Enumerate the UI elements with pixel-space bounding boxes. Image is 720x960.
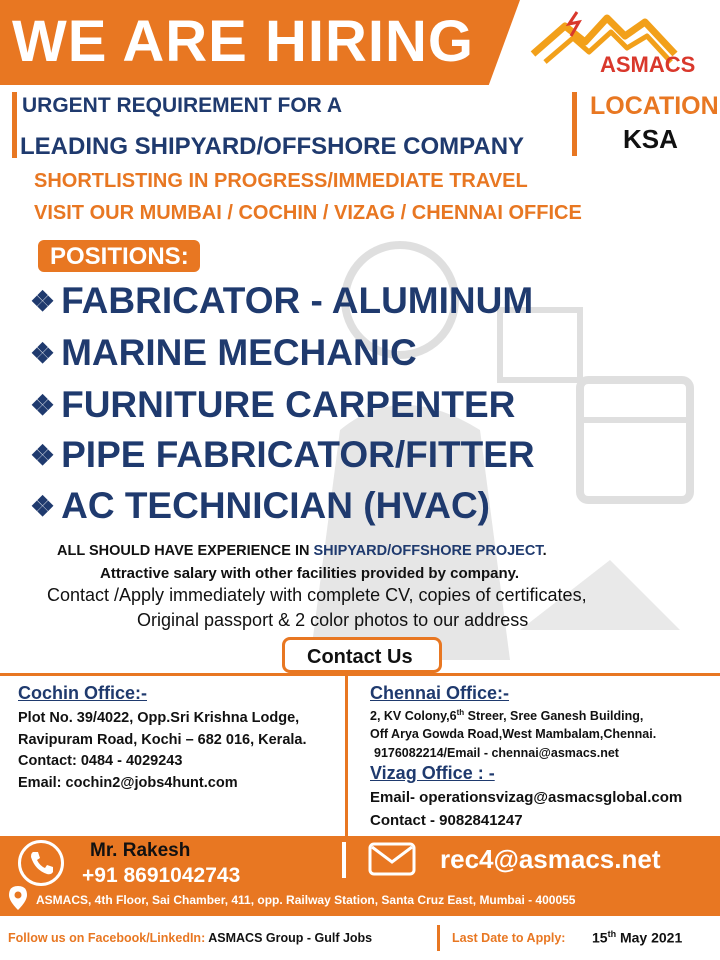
footer-email-link[interactable]: rec4@asmacs.net	[440, 844, 661, 874]
social-follow	[8, 931, 372, 945]
cochin-office-title: Cochin Office:-	[18, 683, 147, 703]
location-value: KSA	[623, 124, 678, 154]
ordinal-suffix: th	[456, 708, 465, 717]
experience-requirement	[57, 543, 547, 559]
diamond-bullet-icon: ❖	[30, 490, 56, 522]
position-label: MARINE MECHANIC	[61, 332, 417, 373]
date-rest: May 2021	[616, 929, 683, 946]
shortlisting-text: SHORTLISTING IN PROGRESS/IMMEDIATE TRAVEL	[34, 170, 528, 192]
contact-us-label: Contact Us	[307, 646, 413, 668]
chennai-office-title: Chennai Office:-	[370, 683, 510, 703]
footer-address: ASMACS, 4th Floor, Sai Chamber, 411, opp. Railway Station, Santa Cruz East, Mumbai - 400055	[36, 893, 576, 907]
accent-bar	[572, 92, 577, 156]
follow-value[interactable]: ASMACS Group - Gulf Jobs	[208, 931, 373, 945]
divider	[0, 673, 720, 676]
diamond-bullet-icon: ❖	[30, 439, 56, 471]
chennai-contact: 9176082214/Email - chennai@asmacs.net	[374, 746, 619, 760]
contact-person: Mr. Rakesh	[90, 840, 191, 861]
date-day: 15	[592, 929, 608, 946]
position-label: FABRICATOR - ALUMINUM	[61, 280, 534, 321]
vizag-contact: Contact - 9082841247	[370, 812, 523, 829]
diamond-bullet-icon: ❖	[30, 337, 56, 369]
position-label: FURNITURE CARPENTER	[61, 384, 516, 425]
phone-icon	[18, 840, 64, 886]
apply-instructions: Contact /Apply immediately with complete CV, copies of certificates,	[47, 585, 587, 605]
position-label: AC TECHNICIAN (HVAC)	[61, 485, 491, 526]
experience-period: .	[542, 543, 547, 559]
position-item	[30, 280, 533, 322]
position-item	[30, 332, 417, 374]
position-label: PIPE FABRICATOR/FITTER	[61, 434, 535, 475]
chennai-address-1	[370, 708, 643, 723]
visit-offices-text: VISIT OUR MUMBAI / COCHIN / VIZAG / CHENNAI OFFICE	[34, 202, 582, 224]
apply-instructions-2: Original passport & 2 color photos to our address	[137, 610, 529, 630]
location-pin-icon	[8, 885, 28, 911]
cochin-address-2: Ravipuram Road, Kochi – 682 016, Kerala.	[18, 732, 307, 748]
last-date-label: Last Date to Apply:	[452, 931, 566, 945]
location-label: LOCATION	[590, 92, 719, 120]
position-item	[30, 384, 515, 426]
vizag-email: Email- operationsvizag@asmacsglobal.com	[370, 789, 683, 806]
chennai-address-text: 2, KV Colony,6	[370, 709, 457, 724]
position-item	[30, 485, 490, 527]
experience-highlight: SHIPYARD/OFFSHORE PROJECT	[313, 543, 543, 559]
accent-bar	[12, 92, 17, 158]
chennai-address-2: Off Arya Gowda Road,West Mambalam,Chennai.	[370, 727, 657, 741]
chennai-address-text: Streer, Sree Ganesh Building,	[464, 709, 644, 724]
cochin-email: Email: cochin2@jobs4hunt.com	[18, 775, 238, 791]
ordinal-suffix: th	[607, 929, 617, 939]
positions-heading: POSITIONS:	[50, 243, 189, 270]
accent-bar	[437, 925, 440, 951]
requirement-line-1: URGENT REQUIREMENT FOR A	[22, 94, 343, 117]
experience-text: ALL SHOULD HAVE EXPERIENCE IN	[57, 543, 314, 559]
diamond-bullet-icon: ❖	[30, 285, 56, 317]
salary-text: Attractive salary with other facilities provided by company.	[100, 565, 520, 582]
cochin-contact: Contact: 0484 - 4029243	[18, 753, 183, 769]
requirement-line-2: LEADING SHIPYARD/OFFSHORE COMPANY	[20, 133, 525, 160]
logo-text: ASMACS	[600, 52, 696, 77]
position-item	[30, 434, 535, 476]
divider	[342, 842, 346, 878]
diamond-bullet-icon: ❖	[30, 389, 56, 421]
mail-icon	[368, 842, 416, 876]
cochin-address-1: Plot No. 39/4022, Opp.Sri Krishna Lodge,	[18, 710, 300, 726]
page-title: WE ARE HIRING	[12, 9, 474, 74]
vizag-office-title: Vizag Office : -	[370, 763, 495, 783]
follow-label: Follow us on Facebook/LinkedIn:	[8, 931, 209, 945]
contact-phone: +91 8691042743	[82, 864, 241, 887]
last-date-value	[592, 929, 682, 946]
divider	[345, 676, 348, 836]
